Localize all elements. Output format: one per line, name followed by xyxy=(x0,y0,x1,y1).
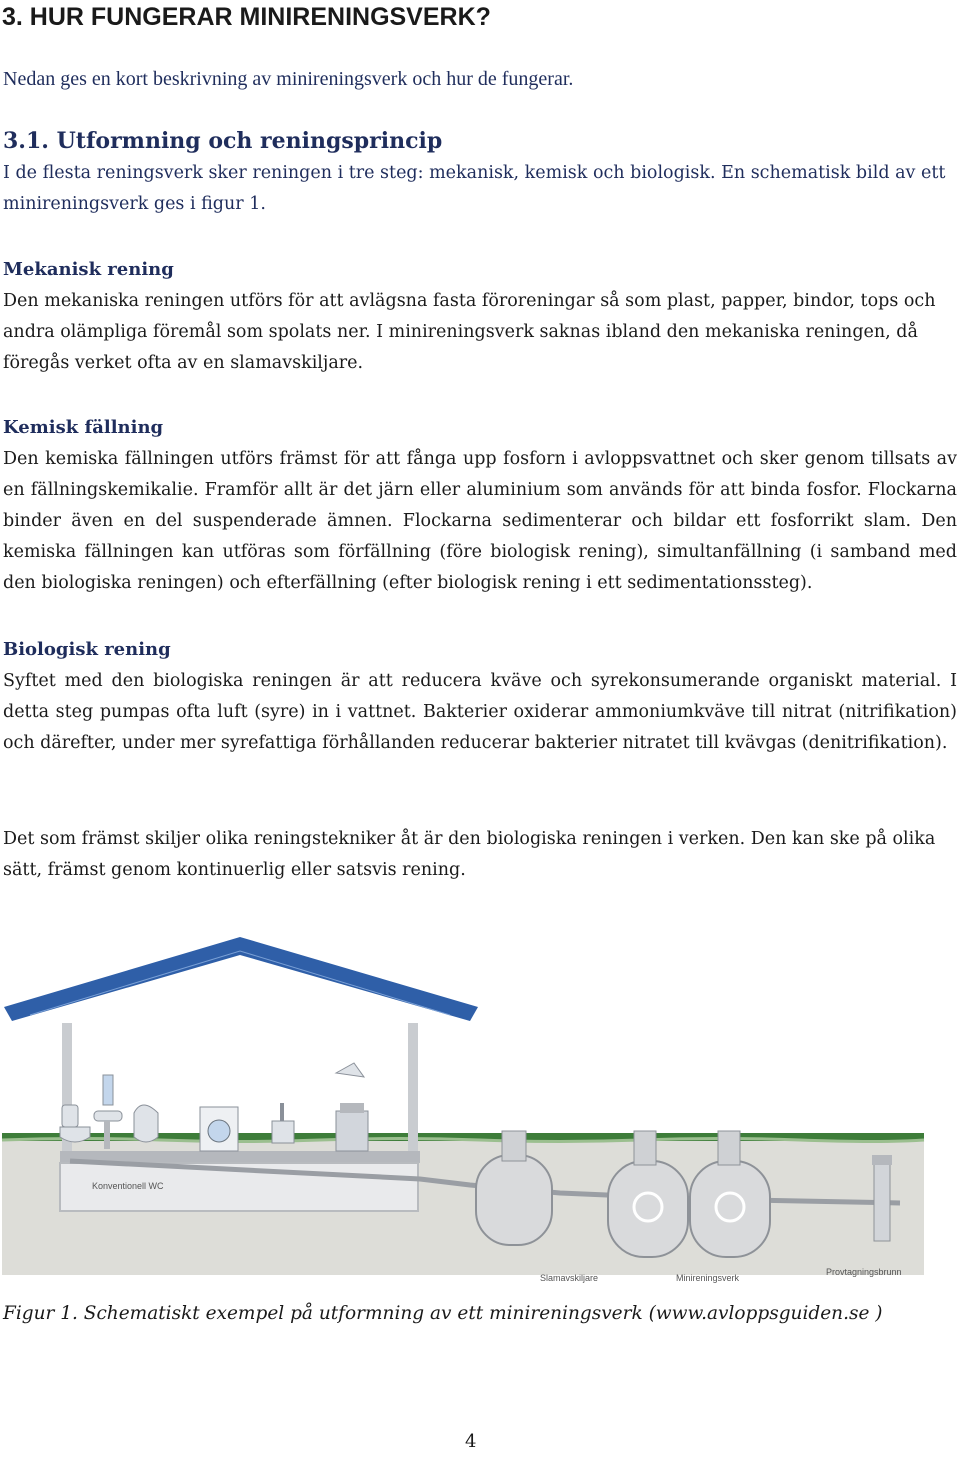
figure-caption: Figur 1. Schematiskt exempel på utformning av ett minireningsverk (www.avloppsguiden.se ) xyxy=(3,1303,883,1324)
biologisk-body: Syftet med den biologiska reningen är att reducera kväve och syrekonsumerande organiskt material. I detta steg pumpas ofta luft (syre) in i vattnet. Bakterier oxiderar ammoniumkväve till nitrat (nitrifikation) och därefter, under mer syrefattiga förhållanden reducerar bakterier nitratet till kvävgas (denitrifikation). xyxy=(3,671,957,753)
house-wall-right xyxy=(408,1023,418,1173)
section-title: 3.1. Utformning och reningsprincip xyxy=(3,128,443,154)
label-minireningsverk: Minireningsverk xyxy=(676,1273,740,1283)
provtagningsbrunn xyxy=(872,1155,892,1241)
roof xyxy=(4,937,478,1021)
page-number: 4 xyxy=(465,1431,477,1452)
closing-text: Det som främst skiljer olika reningstekniker åt är den biologiska reningen i verken. Den kan ske på olika sätt, främst genom kontinuerlig eller satsvis rening. xyxy=(3,829,936,880)
label-wc: Konventionell WC xyxy=(92,1181,164,1191)
kitchen-icon xyxy=(336,1063,368,1151)
mekanisk-body: Den mekaniska reningen utförs för att avlägsna fasta föroreningar så som plast, papper, bindor, tops och andra olämpliga föremål som spolats ner. I minireningsverk saknas ibland den mekaniska reningen, då föregås verket ofta av en slamavskiljare. xyxy=(3,291,936,373)
basin-icon xyxy=(272,1103,294,1143)
page-heading: 3. HUR FUNGERAR MINIRENINGSVERK? xyxy=(2,3,491,31)
house-wall-left xyxy=(62,1023,72,1173)
kemisk-body: Den kemiska fällningen utförs främst för att fånga upp fosforn i avloppsvattnet och sker genom tillsats av en fällningskemikalie. Framför allt är det järn eller aluminium som används för att binda fosfor. Flockarna binder även en del suspenderade ämnen. Flockarna sedimenterar och bildar ett fosforrikt slam. Den kemiska fällningen kan utföras som förfällning (före biologisk rening), simultanfällning (i samband med den biologiska reningen) och efterfällning (efter biologisk rening i ett sedimentationssteg). xyxy=(3,449,957,593)
biologisk-title: Biologisk rening xyxy=(3,639,171,660)
section-body: I de flesta reningsverk sker reningen i tre steg: mekanisk, kemisk och biologisk. En schematisk bild av ett minireningsverk ges i figur 1. xyxy=(3,163,946,214)
label-slamavskiljare: Slamavskiljare xyxy=(540,1273,599,1283)
intro-text: Nedan ges en kort beskrivning av minireningsverk och hur de fungerar. xyxy=(3,68,574,90)
washing-machine-icon xyxy=(200,1107,238,1151)
toilet-icon xyxy=(60,1105,90,1142)
minireningsverk-illustration xyxy=(0,935,960,1295)
mekanisk-title: Mekanisk rening xyxy=(3,259,174,280)
label-provtagningsbrunn: Provtagningsbrunn xyxy=(826,1267,902,1277)
wc-bowl-icon xyxy=(134,1105,158,1142)
kemisk-title: Kemisk fällning xyxy=(3,417,164,438)
